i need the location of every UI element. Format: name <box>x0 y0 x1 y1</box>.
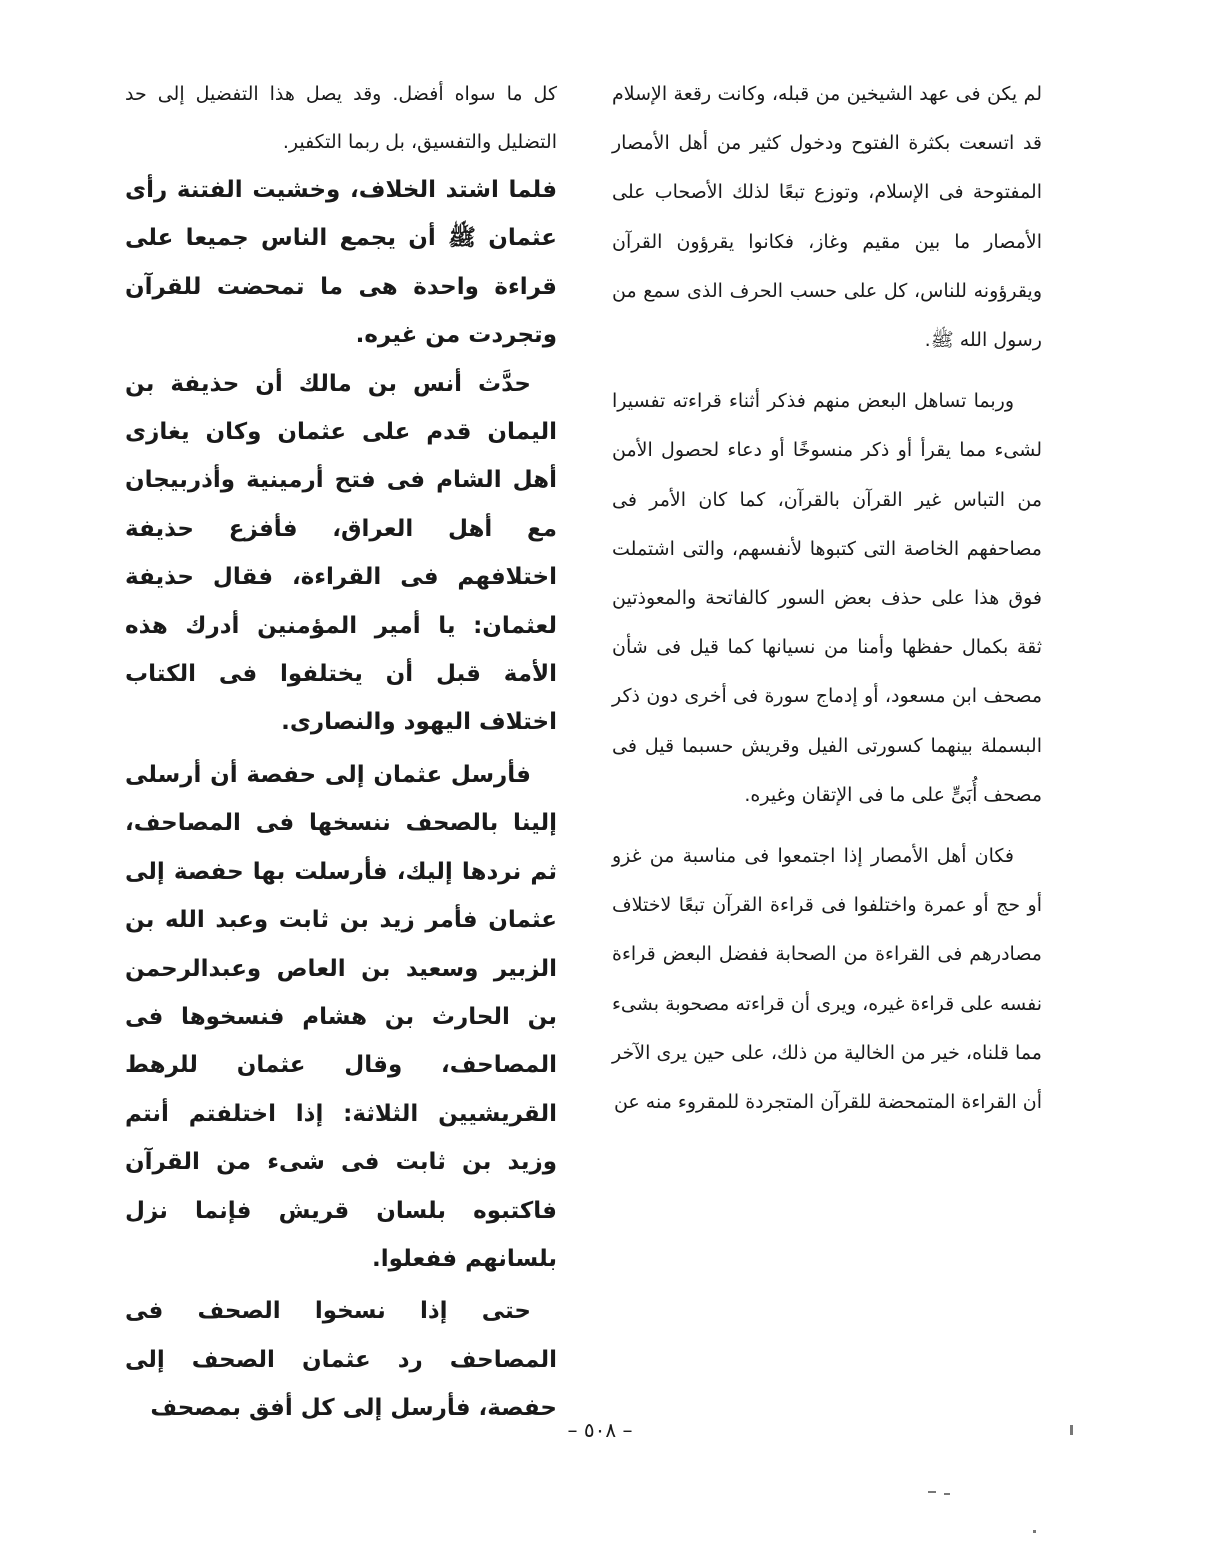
paragraph: كل ما سواه أفضل. وقد يصل هذا التفضيل إلى حد التضليل والتفسيق، بل ربما التكفير. <box>125 83 557 153</box>
paragraph: وربما تساهل البعض منهم فذكر أثناء قراءته تفسيرا لشىء مما يقرأ أو ذكر منسوخًا أو دعاء لحصول الأمن من التباس غير القرآن بالقرآن، كما كان الأمر فى مصاحفهم الخاصة التى كتبوها لأنفسهم، والتى اشتملت فوق هذا على حذف بعض السور كالفاتحة والمعوذتين ثقة بكمال حفظها وأمنا من نسيانها كما قيل فى شأن مصحف ابن مسعود، أو إدماج سورة فى أخرى دون ذكر البسملة بينهما كسورتى الفيل وقريش حسبما قيل فى مصحف أُبَىٍّ على ما فى الإتقان وغيره. <box>612 390 1042 806</box>
scan-speck <box>944 1493 950 1495</box>
right-column <box>612 70 1042 1127</box>
bold-paragraph: فلما اشتد الخلاف، وخشيت الفتنة رأى عثمان ﷺ أن يجمع الناس جميعا على قراءة واحدة هى ما تمحضت للقرآن وتجردت من غيره. <box>125 177 557 349</box>
scan-speck <box>1033 1530 1036 1533</box>
scan-speck <box>1070 1425 1073 1435</box>
scan-speck <box>928 1491 936 1493</box>
bold-paragraph: حتى إذا نسخوا الصحف فى المصاحف رد عثمان الصحف إلى حفصة، فأرسل إلى كل أفق بمصحف <box>125 1298 557 1422</box>
page-number: – ٥٠٨ – <box>567 1418 633 1442</box>
paragraph: فكان أهل الأمصار إذا اجتمعوا فى مناسبة من غزو أو حج أو عمرة واختلفوا فى قراءة القرآن تبعًا لاختلاف مصادرهم فى القراءة من الصحابة ففضل البعض قراءة نفسه على قراءة غيره، ويرى أن قراءته مصحوبة بشىء مما قلناه، خير من الخالية من ذلك، على حين يرى الآخر أن القراءة المتمحضة للقرآن المتجردة للمقروء منه عن <box>612 845 1042 1114</box>
paragraph: لم يكن فى عهد الشيخين من قبله، وكانت رقعة الإسلام قد اتسعت بكثرة الفتوح ودخول كثير من أهل الأمصار المفتوحة فى الإسلام، وتوزع تبعًا لذلك الأصحاب على الأمصار ما بين مقيم وغاز، فكانوا يقرؤون القرآن ويقرؤونه للناس، كل على حسب الحرف الذى سمع من رسول الله ﷺ. <box>612 83 1042 352</box>
bold-paragraph: فأرسل عثمان إلى حفصة أن أرسلى إلينا بالصحف ننسخها فى المصاحف، ثم نردها إليك، فأرسلت بها حفصة إلى عثمان فأمر زيد بن ثابت وعبد الله بن الزبير وسعيد بن العاص وعبدالرحمن بن الحارث بن هشام فنسخوها فى المصاحف، وقال عثمان للرهط القريشيين الثلاثة: إذا اختلفتم أنتم وزيد بن ثابت فى شىء من القرآن فاكتبوه بلسان قريش فإنما نزل بلسانهم ففعلوا. <box>125 761 557 1272</box>
bold-paragraph: حدَّث أنس بن مالك أن حذيفة بن اليمان قدم على عثمان وكان يغازى أهل الشام فى فتح أرمينية وأذربيجان مع أهل العراق، فأفزع حذيفة اختلافهم فى القراءة، فقال حذيفة لعثمان: يا أمير المؤمنين أدرك هذه الأمة قبل أن يختلفوا فى الكتاب اختلاف اليهود والنصارى. <box>125 370 557 736</box>
left-column <box>125 70 557 1433</box>
